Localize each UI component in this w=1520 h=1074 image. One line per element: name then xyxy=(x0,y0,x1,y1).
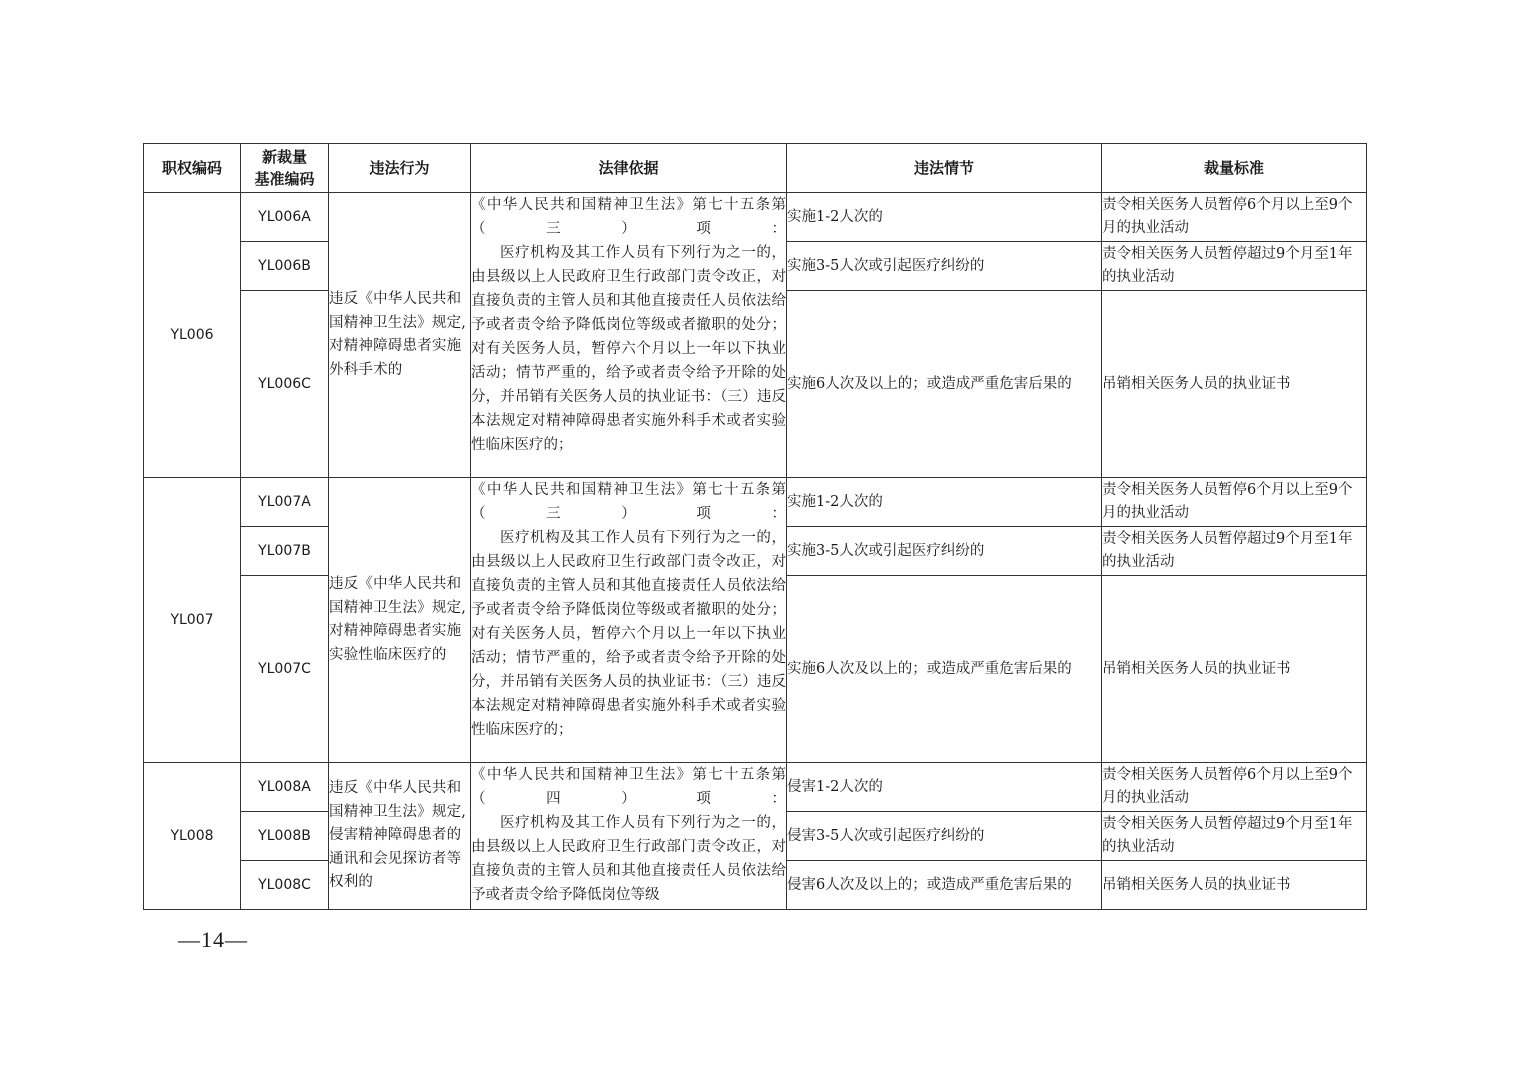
standard-text: 责令相关医务人员暂停超过9个月至1年的执业活动 xyxy=(1102,527,1367,576)
sub-code: YL008C xyxy=(241,861,329,910)
legal-basis-title: 《中华人民共和国精神卫生法》第七十五条第（四）项： xyxy=(471,767,786,807)
circumstance-text: 侵害6人次及以上的；或造成严重危害后果的 xyxy=(787,861,1102,910)
circumstance-text: 侵害3-5人次或引起医疗纠纷的 xyxy=(787,812,1102,861)
header-new-standard-code xyxy=(241,144,329,193)
enforcement-standards-table xyxy=(143,143,1367,910)
sub-code: YL006C xyxy=(241,291,329,478)
circumstance-text: 实施1-2人次的 xyxy=(787,478,1102,527)
table-row xyxy=(144,193,1367,242)
sub-code: YL007C xyxy=(241,576,329,763)
legal-basis-cell xyxy=(471,763,787,910)
standard-text: 吊销相关医务人员的执业证书 xyxy=(1102,576,1367,763)
header-new-standard-code-line1: 新裁量 xyxy=(261,148,307,166)
legal-basis-cell xyxy=(471,478,787,763)
sub-code: YL006B xyxy=(241,242,329,291)
legal-basis-cell xyxy=(471,193,787,478)
authority-code: YL006 xyxy=(144,193,241,478)
authority-code: YL007 xyxy=(144,478,241,763)
circumstance-text: 实施3-5人次或引起医疗纠纷的 xyxy=(787,242,1102,291)
header-standard: 裁量标准 xyxy=(1102,144,1367,193)
standard-text: 责令相关医务人员暂停超过9个月至1年的执业活动 xyxy=(1102,242,1367,291)
violation-text: 违反《中华人民共和国精神卫生法》规定,对精神障碍患者实施外科手术的 xyxy=(329,193,471,478)
legal-basis-title: 《中华人民共和国精神卫生法》第七十五条第（三）项： xyxy=(471,482,786,522)
circumstance-text: 侵害1-2人次的 xyxy=(787,763,1102,812)
circumstance-text: 实施1-2人次的 xyxy=(787,193,1102,242)
table-row xyxy=(144,478,1367,527)
standard-text: 吊销相关医务人员的执业证书 xyxy=(1102,291,1367,478)
circumstance-text: 实施3-5人次或引起医疗纠纷的 xyxy=(787,527,1102,576)
standard-text: 责令相关医务人员暂停6个月以上至9个月的执业活动 xyxy=(1102,478,1367,527)
sub-code: YL007B xyxy=(241,527,329,576)
sub-code: YL006A xyxy=(241,193,329,242)
circumstance-text: 实施6人次及以上的；或造成严重危害后果的 xyxy=(787,291,1102,478)
standard-text: 责令相关医务人员暂停超过9个月至1年的执业活动 xyxy=(1102,812,1367,861)
table-header-row xyxy=(144,144,1367,193)
legal-basis-body: 医疗机构及其工作人员有下列行为之一的，由县级以上人民政府卫生行政部门责令改正，对直接负责的主管人员和其他直接责任人员依法给予或者责令给予降低岗位等级或者撤职的处分；对有关医务人员，暂停六个月以上一年以下执业活动；情节严重的，给予或者责令给予开除的处分，并吊销有关医务人员的执业证书：（三）违反本法规定对精神障碍患者实施外科手术或者实验性临床医疗的； xyxy=(471,530,786,738)
violation-text: 违反《中华人民共和国精神卫生法》规定,侵害精神障碍患者的通讯和会见探访者等权利的 xyxy=(329,763,471,910)
standard-text: 责令相关医务人员暂停6个月以上至9个月的执业活动 xyxy=(1102,763,1367,812)
legal-basis-body: 医疗机构及其工作人员有下列行为之一的，由县级以上人民政府卫生行政部门责令改正，对直接负责的主管人员和其他直接责任人员依法给予或者责令给予降低岗位等级或者撤职的处分；对有关医务人员，暂停六个月以上一年以下执业活动；情节严重的，给予或者责令给予开除的处分，并吊销有关医务人员的执业证书：（三）违反本法规定对精神障碍患者实施外科手术或者实验性临床医疗的； xyxy=(471,245,786,453)
sub-code: YL008A xyxy=(241,763,329,812)
standard-text: 吊销相关医务人员的执业证书 xyxy=(1102,861,1367,910)
sub-code: YL008B xyxy=(241,812,329,861)
sub-code: YL007A xyxy=(241,478,329,527)
circumstance-text: 实施6人次及以上的；或造成严重危害后果的 xyxy=(787,576,1102,763)
header-authority-code: 职权编码 xyxy=(144,144,241,193)
violation-text: 违反《中华人民共和国精神卫生法》规定,对精神障碍患者实施实验性临床医疗的 xyxy=(329,478,471,763)
header-legal-basis: 法律依据 xyxy=(471,144,787,193)
standard-text: 责令相关医务人员暂停6个月以上至9个月的执业活动 xyxy=(1102,193,1367,242)
page-number: —14— xyxy=(178,927,248,952)
header-violation: 违法行为 xyxy=(329,144,471,193)
header-circumstance: 违法情节 xyxy=(787,144,1102,193)
legal-basis-body: 医疗机构及其工作人员有下列行为之一的，由县级以上人民政府卫生行政部门责令改正，对直接负责的主管人员和其他直接责任人员依法给予或者责令给予降低岗位等级 xyxy=(471,815,786,903)
table-row xyxy=(144,763,1367,812)
authority-code: YL008 xyxy=(144,763,241,910)
legal-basis-title: 《中华人民共和国精神卫生法》第七十五条第（三）项： xyxy=(471,197,786,237)
header-new-standard-code-line2: 基准编码 xyxy=(254,170,315,188)
